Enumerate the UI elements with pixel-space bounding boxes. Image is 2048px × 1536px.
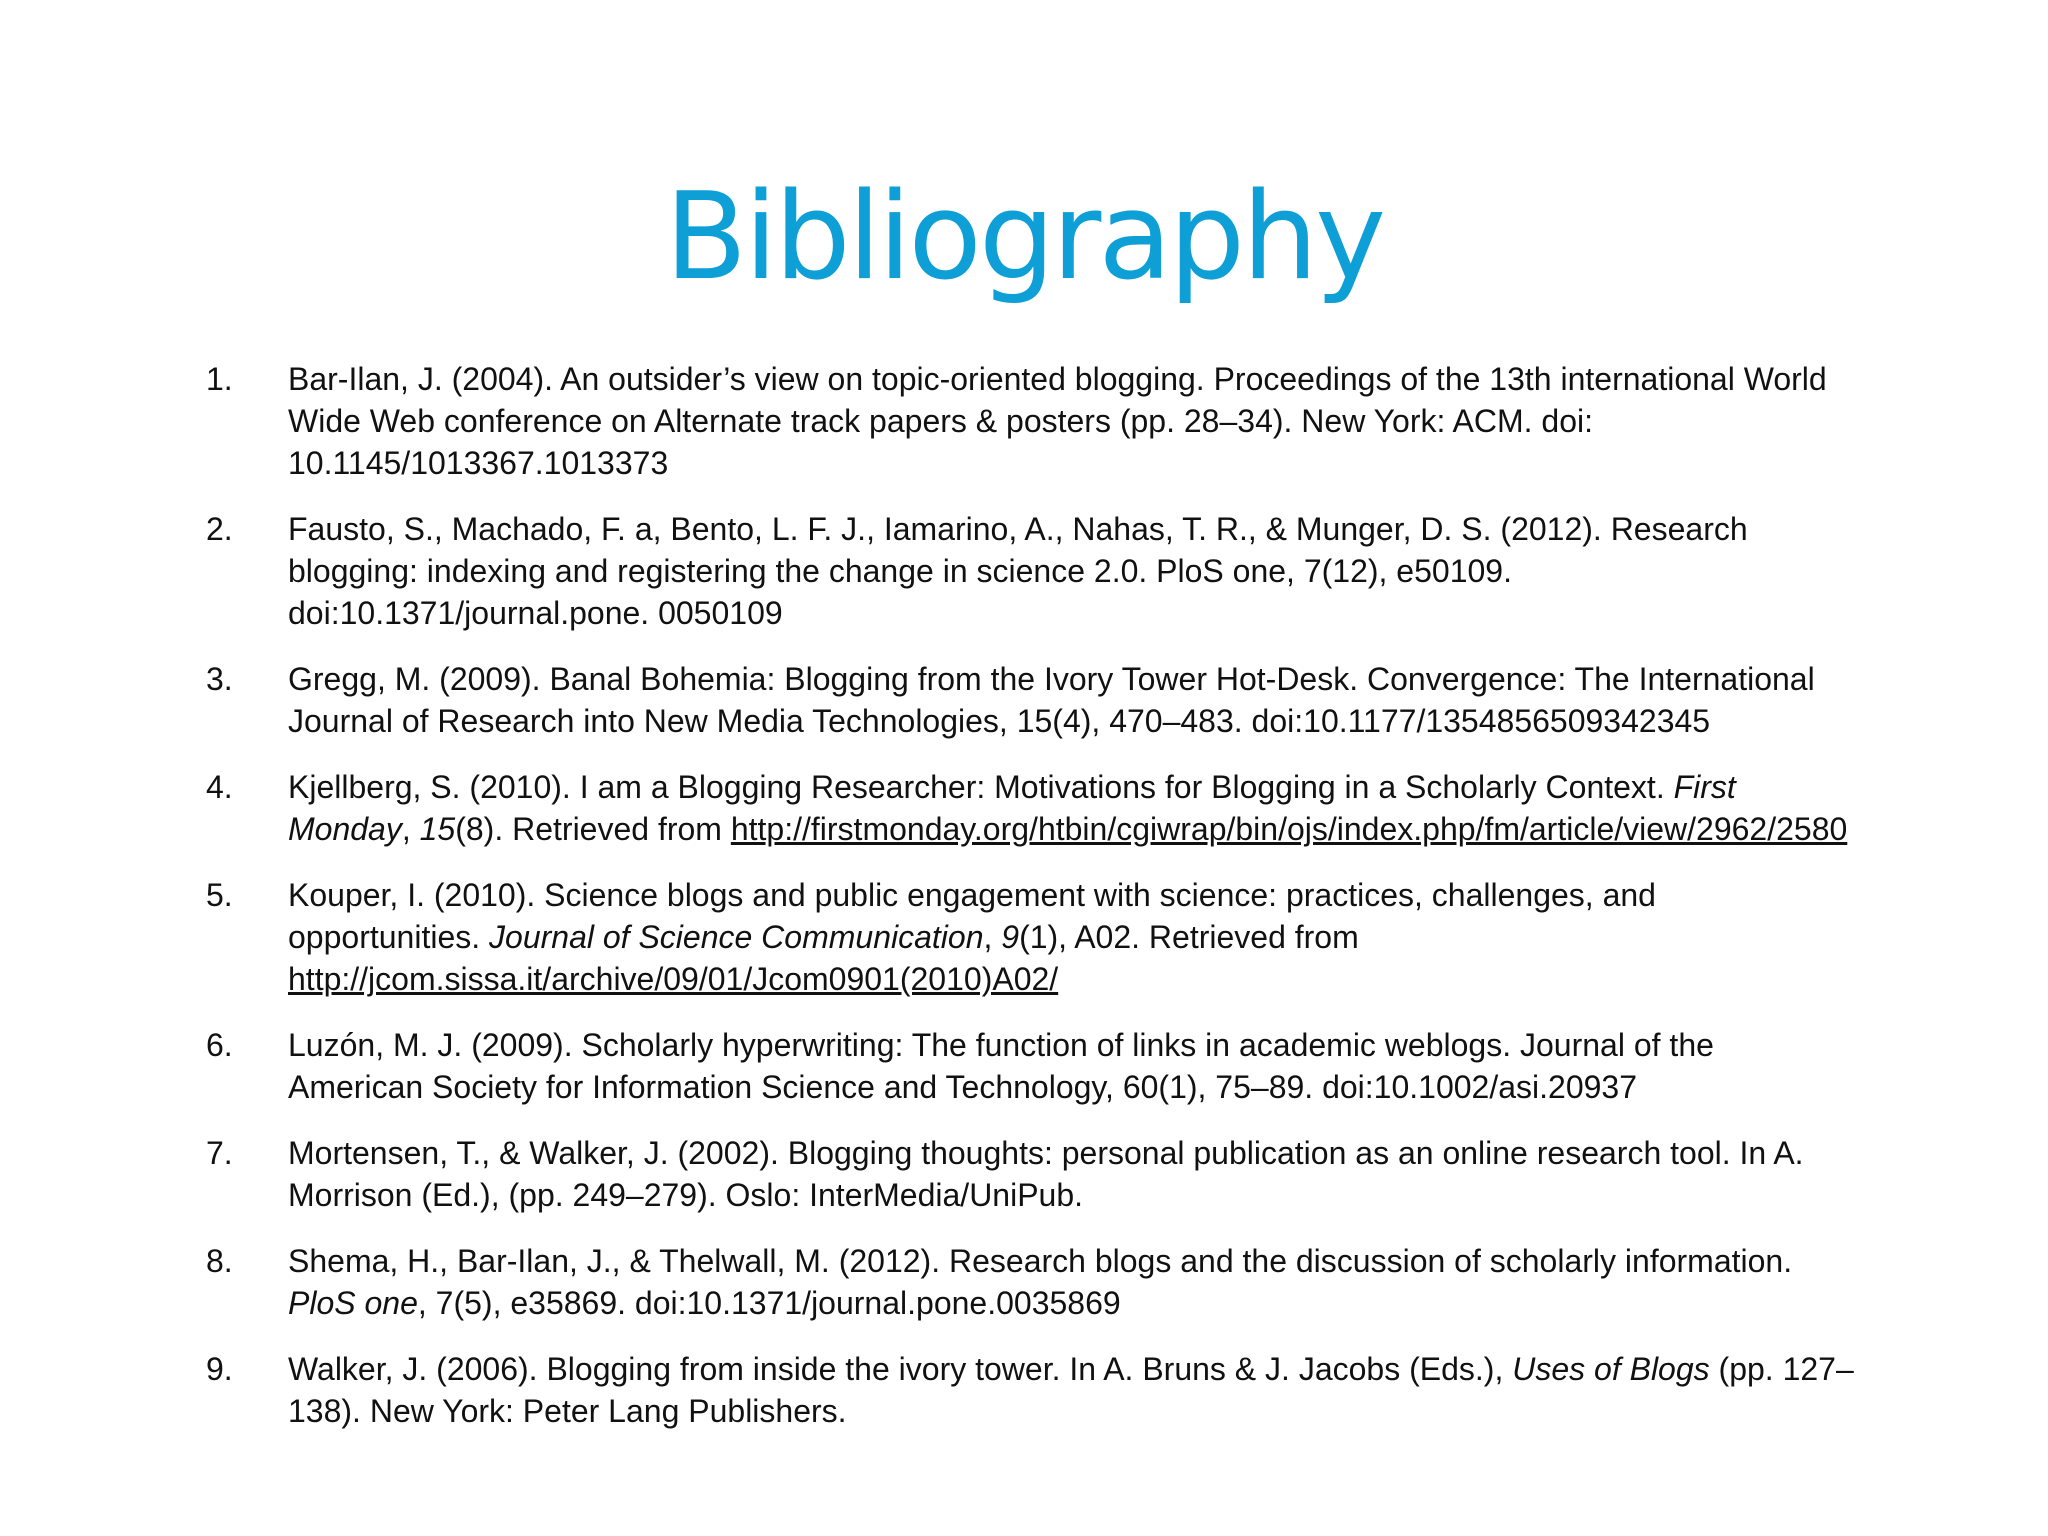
reference-text [288, 1351, 1854, 1429]
reference-text-segment: , [983, 919, 1002, 955]
reference-text-segment: Kouper, I. (2010). Science blogs and public engagement with science: practices, challenges, and opportunities. [288, 877, 1656, 955]
reference-number: 3. [206, 661, 233, 697]
reference-link[interactable]: http://jcom.sissa.it/archive/09/01/Jcom0901(2010)A02/ [288, 961, 1059, 997]
reference-text [288, 361, 1827, 481]
reference-number: 5. [206, 877, 233, 913]
reference-number: 9. [206, 1351, 233, 1387]
reference-item [206, 358, 1856, 484]
reference-text-segment: Mortensen, T., & Walker, J. (2002). Blogging thoughts: personal publication as an online research tool. In A. Morrison (Ed.), (pp. 249–279). Oslo: InterMedia/UniPub. [288, 1135, 1804, 1213]
reference-item [206, 658, 1856, 742]
reference-text-segment: Fausto, S., Machado, F. a, Bento, L. F. J., Iamarino, A., Nahas, T. R., & Munger, D. S. (2012). Research blogging: indexing and registering the change in science 2.0. PloS one, 7(12), e50109. doi:10.1371/journal.pone. 0050109 [288, 511, 1748, 631]
reference-item [206, 766, 1856, 850]
reference-link[interactable]: http://firstmonday.org/htbin/cgiwrap/bin/ojs/index.php/fm/article/view/2962/2580 [730, 811, 1848, 847]
reference-text-segment: Shema, H., Bar-Ilan, J., & Thelwall, M. (2012). Research blogs and the discussion of scholarly information. [288, 1243, 1793, 1279]
reference-text-segment: , 7(5), e35869. doi:10.1371/journal.pone.0035869 [417, 1285, 1121, 1321]
reference-item [206, 874, 1856, 1000]
reference-italic-text: Uses of Blogs [1512, 1351, 1710, 1387]
reference-italic-text: Journal of Science Communication [489, 919, 984, 955]
reference-text [288, 1027, 1714, 1105]
reference-text [288, 1135, 1804, 1213]
reference-text-segment: , [401, 811, 420, 847]
reference-number: 6. [206, 1027, 233, 1063]
reference-text [288, 769, 1847, 847]
reference-text [288, 877, 1656, 997]
reference-text-segment: Gregg, M. (2009). Banal Bohemia: Blogging from the Ivory Tower Hot-Desk. Convergence: The International Journal of Research into New Media Technologies, 15(4), 470–483. doi:10.1177/1354856509342345 [288, 661, 1815, 739]
reference-list [206, 358, 1856, 1456]
reference-text-segment: (pp. 127–138). New York: Peter Lang Publishers. [288, 1351, 1854, 1429]
reference-item [206, 1132, 1856, 1216]
reference-number: 8. [206, 1243, 233, 1279]
reference-text-segment: Kjellberg, S. (2010). I am a Blogging Researcher: Motivations for Blogging in a Scholarly Context. [288, 769, 1674, 805]
reference-text-segment: Walker, J. (2006). Blogging from inside the ivory tower. In A. Bruns & J. Jacobs (Eds.), [288, 1351, 1513, 1387]
reference-item [206, 508, 1856, 634]
reference-text-segment: Bar-Ilan, J. (2004). An outsider’s view on topic-oriented blogging. Proceedings of the 13th international World Wide Web conference on Alternate track papers & posters (pp. 28–34). New York: ACM. doi: 10.1145/1013367.1013373 [288, 361, 1827, 481]
reference-italic-text: First Monday [288, 769, 1736, 847]
reference-item [206, 1348, 1856, 1432]
slide-title: Bibliography [664, 168, 1384, 307]
reference-italic-text: 15 [419, 811, 456, 847]
reference-number: 1. [206, 361, 233, 397]
reference-text-segment: Luzón, M. J. (2009). Scholarly hyperwriting: The function of links in academic weblogs. Journal of the American Society for Information Science and Technology, 60(1), 75–89. doi:10.1002/asi.20937 [288, 1027, 1714, 1105]
reference-text [288, 661, 1815, 739]
reference-number: 4. [206, 769, 233, 805]
reference-text [288, 1243, 1792, 1321]
reference-text [288, 511, 1748, 631]
reference-italic-text: PloS one [288, 1285, 418, 1321]
reference-text-segment: (8). Retrieved from [455, 811, 731, 847]
reference-item [206, 1024, 1856, 1108]
reference-italic-text: 9 [1001, 919, 1020, 955]
reference-item [206, 1240, 1856, 1324]
reference-number: 2. [206, 511, 233, 547]
reference-text-segment: (1), A02. Retrieved from [1019, 919, 1359, 955]
reference-number: 7. [206, 1135, 233, 1171]
